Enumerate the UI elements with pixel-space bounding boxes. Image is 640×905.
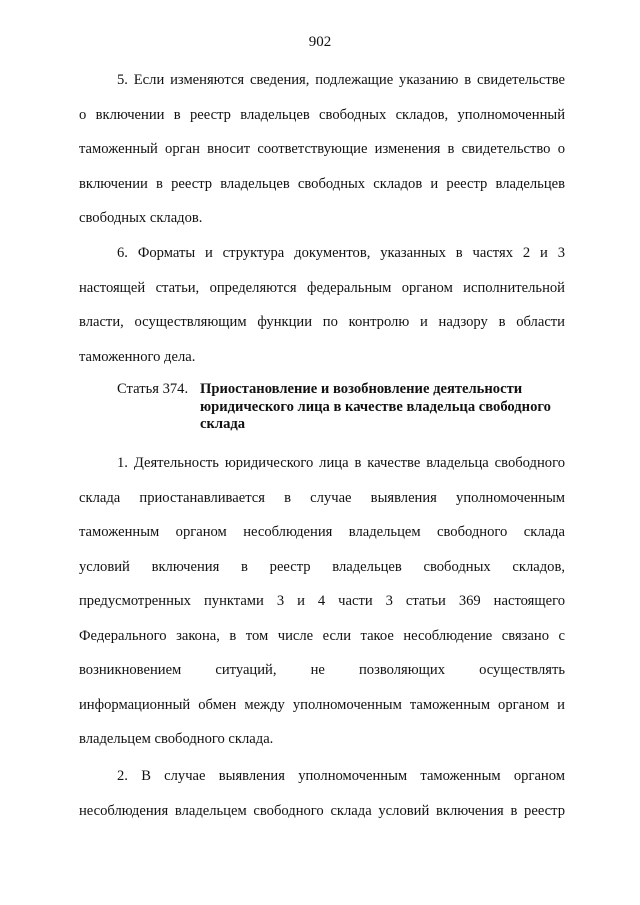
- paragraph-line: настоящей статьи, определяются федеральным органом исполнительной: [79, 279, 565, 296]
- paragraph-line: свободных складов.: [79, 210, 203, 226]
- paragraph-line: условий включения в реестр владельцев свободных складов,: [79, 558, 565, 575]
- paragraph-line: информационный обмен между уполномоченным таможенным органом и: [79, 696, 565, 713]
- paragraph-line: о включении в реестр владельцев свободных складов, уполномоченный: [79, 106, 565, 123]
- paragraph-line: владельцем свободного склада.: [79, 731, 274, 747]
- paragraph-line: таможенным органом несоблюдения владельцем свободного склада: [79, 524, 565, 540]
- paragraph-line: таможенный орган вносит соответствующие изменения в свидетельство о: [79, 141, 565, 157]
- paragraph-line: 5. Если изменяются сведения, подлежащие указанию в свидетельстве: [117, 72, 565, 88]
- article-title-line: Приостановление и возобновление деятельности: [200, 381, 523, 397]
- paragraph-line: власти, осуществляющим функции по контролю и надзору в области: [79, 314, 565, 330]
- article-374-paragraph-2: [79, 759, 565, 828]
- paragraph-line: включении в реестр владельцев свободных складов и реестр владельцев: [79, 175, 565, 192]
- paragraph-line: предусмотренных пунктами 3 и 4 части 3 статьи 369 настоящего: [79, 593, 565, 609]
- paragraph-line: Федерального закона, в том числе если такое несоблюдение связано с: [79, 627, 565, 644]
- paragraph-line: таможенного дела.: [79, 348, 196, 365]
- paragraph-5: [79, 63, 565, 236]
- paragraph-line: склада приостанавливается в случае выявления уполномоченным: [79, 489, 565, 506]
- article-label: Статья 374.: [117, 381, 189, 397]
- paragraph-line: несоблюдения владельцем свободного склада условий включения в реестр: [79, 802, 565, 819]
- article-title: [200, 381, 570, 434]
- paragraph-line: 2. В случае выявления уполномоченным таможенным органом: [117, 768, 565, 784]
- article-374-paragraph-1: [79, 446, 565, 757]
- paragraph-6: [79, 236, 565, 374]
- paragraph-line: возникновением ситуаций, не позволяющих осуществлять: [79, 662, 565, 678]
- page-number: 902: [308, 34, 332, 50]
- article-title-line: склада: [200, 416, 246, 432]
- article-title-line: юридического лица в качестве владельца свободного: [200, 398, 551, 415]
- paragraph-line: 6. Форматы и структура документов, указанных в частях 2 и 3: [117, 245, 565, 261]
- paragraph-line: 1. Деятельность юридического лица в качестве владельца свободного: [117, 455, 565, 471]
